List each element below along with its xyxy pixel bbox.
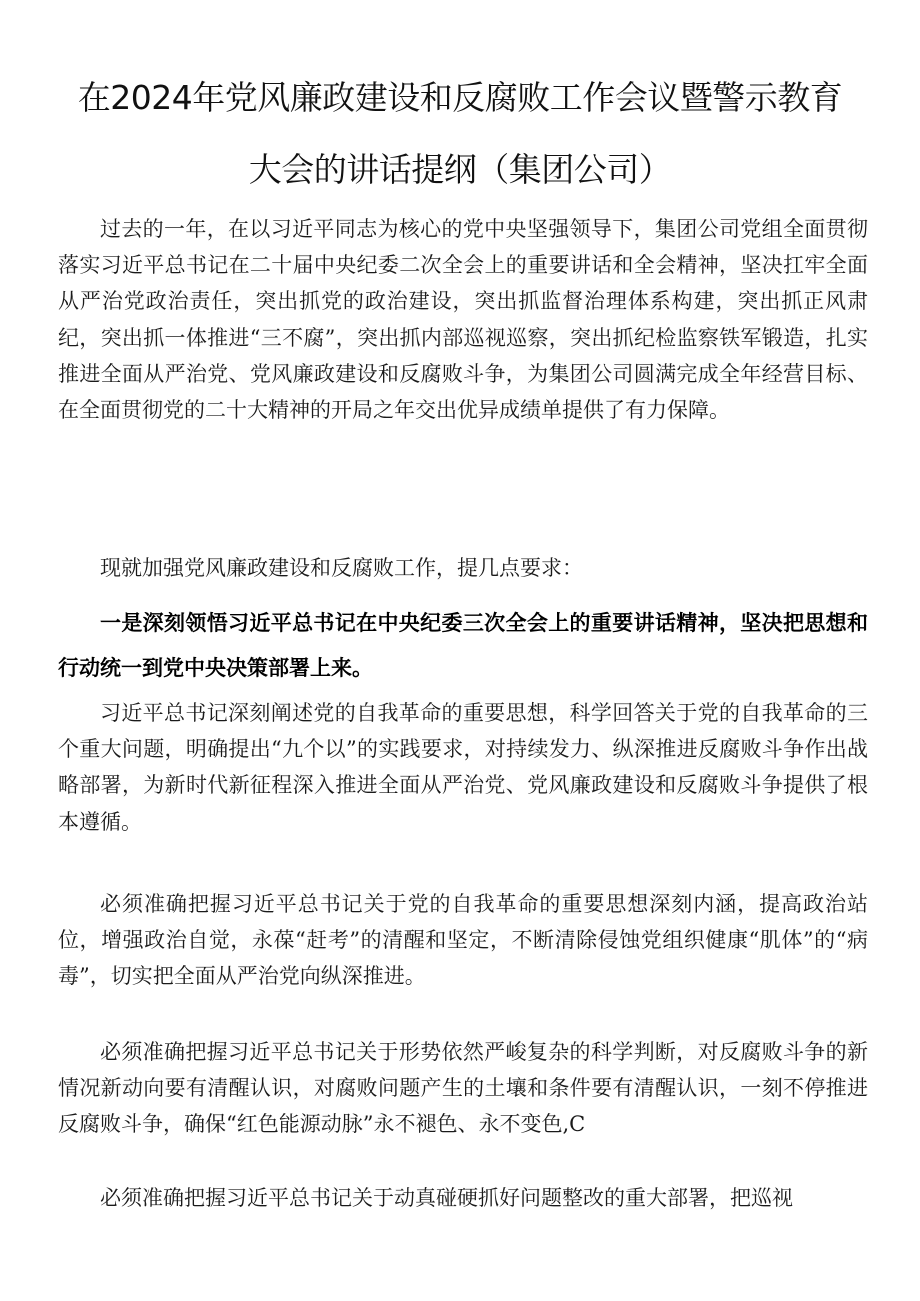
paragraph-must-grasp-1: 必须准确把握习近平总书记关于党的自我革命的重要思想深刻内涵，提高政治站位，增强政治自觉，永葆“赶考”的清醒和坚定，不断清除侵蚀党组织健康“肌体”的“病毒”，切实把全面从严治党向纵深推进。 (58, 892, 868, 989)
section-heading-one: 一是深刻领悟习近平总书记在中央纪委三次全会上的重要讲话精神，坚决把思想和行动统一到党中央决策部署上来。 (58, 610, 868, 680)
paragraph-review: 过去的一年，在以习近平同志为核心的党中央坚强领导下，集团公司党组全面贯彻落实习近平总书记在二十届中央纪委二次全会上的重要讲话和全会精神，坚决扛牢全面从严治党政治责任，突出抓党的政治建设，突出抓监督治理体系构建，突出抓正风肃纪，突出抓一体推进“三不腐”，突出抓内部巡视巡察，突出抓纪检监察铁军锻造，扎实推进全面从严治党、党风廉政建设和反腐败斗争，为集团公司圆满完成全年经营目标、在全面贯彻党的二十大精神的开局之年交出优异成绩单提供了有力保障。 (58, 217, 868, 423)
paragraph-must-grasp-2: 必须准确把握习近平总书记关于形势依然严峻复杂的科学判断，对反腐败斗争的新情况新动向要有清醒认识，对腐败问题产生的土壤和条件要有清醒认识，一刻不停推进反腐败斗争，确保“红色能源动脉”永不褪色、永不变色,C (58, 1040, 868, 1137)
paragraph-requirements-intro: 现就加强党风廉政建设和反腐败工作，提几点要求： (100, 556, 583, 580)
document-title-line-1: 在2024年党风廉政建设和反腐败工作会议暨警示教育 (77, 78, 843, 117)
paragraph-self-revolution: 习近平总书记深刻阐述党的自我革命的重要思想，科学回答关于党的自我革命的三个重大问题，明确提出“九个以”的实践要求，对持续发力、纵深推进反腐败斗争作出战略部署，为新时代新征程深入推进全面从严治党、党风廉政建设和反腐败斗争提供了根本遵循。 (58, 701, 868, 834)
paragraph-must-grasp-3: 必须准确把握习近平总书记关于动真碰硬抓好问题整改的重大部署，把巡视 (100, 1186, 793, 1210)
document-title-line-2: 大会的讲话提纲（集团公司） (248, 150, 672, 189)
